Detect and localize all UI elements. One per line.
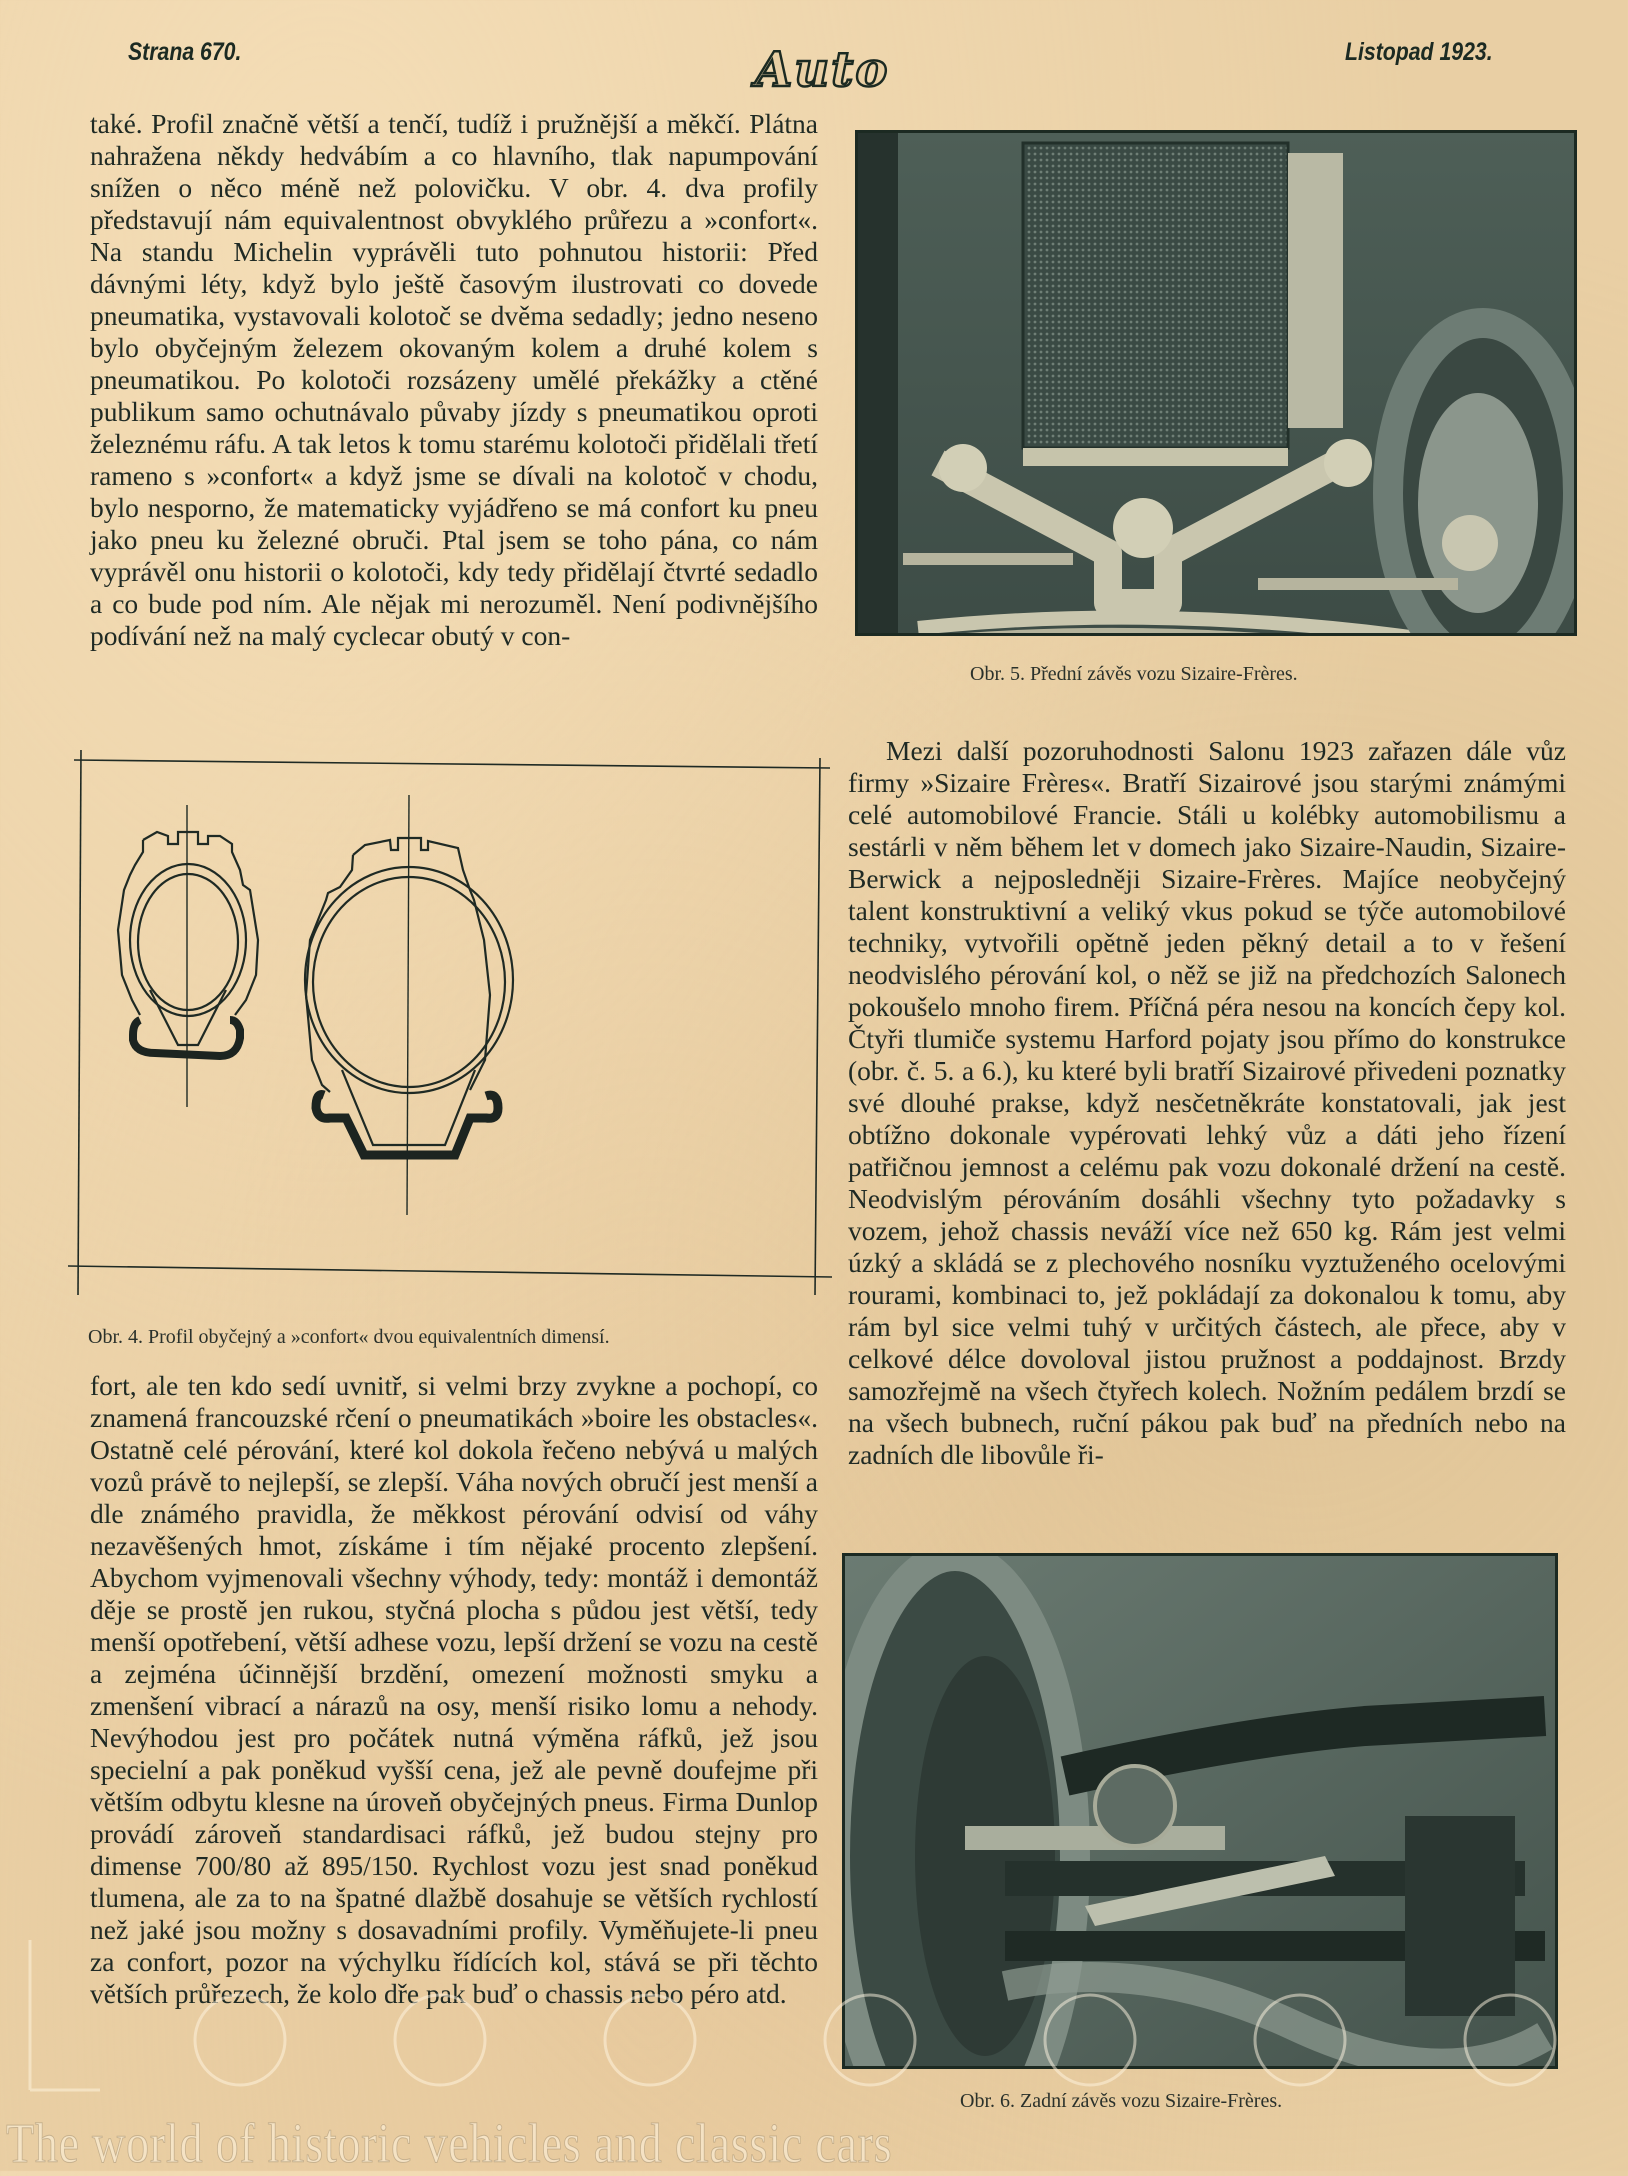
- front-suspension-photo: [858, 133, 1574, 633]
- rear-suspension-photo: [845, 1556, 1555, 2066]
- figure-5-photo: [855, 130, 1577, 636]
- confort-tire-profile: [305, 795, 513, 1215]
- paragraph: fort, ale ten kdo sedí uvnitř, si velmi brzy zvykne a pochopí, co znamená francouzské rčení o pneumatikách »boire les obstacles«. Ostatně celé pérování, které kol dokola řečeno nebývá u malých vozů právě to nejlepší, se zlepší. Váha nových obručí jest menší a dle známého pravidla, že měkkost pérování odvisí od váhy nezavěšených hmot, získáme i tím nějaké procento zlepšení. Abychom vyjmenovali všechny výhody, tedy: montáž i demontáž děje se prostě jen rukou, styčná plocha s půdou jest větší, tedy menší opotřebení, větší adhese vozu, lepší držení se vozu na cestě a zejména účinnější brzdění, omezení možnosti smyku a zmenšení vibrací a nárazů na osy, menší risiko lomu a nehody. Nevýhodou jest pro počátek nutná výměna ráfků, jež jsou specielní a pak poněkud vyšší cena, jež ale pevně doufejme při větším odbytu klesne na úroveň obyčejných pneus. Firma Dunlop provádí zároveň standardisaci ráfků, jež budou stejny pro dimense 700/80 až 895/150. Rychlost vozu jest snad poněkud tlumena, ale za to na špatné dlažbě dosahuje se větších rychlostí než jaké jsou možny s dosavadními profily. Vyměňujete-li pneu za confort, pozor na výchylku řídících kol, stává se při těchto větších průřezech, že kolo dře pak buď o chassis nebo péro atd.: [90, 1370, 818, 2009]
- article-text-left-top: [90, 108, 818, 652]
- magazine-logo: Auto: [755, 42, 890, 98]
- figure-5-caption: Obr. 5. Přední závěs vozu Sizaire-Frères.: [970, 663, 1298, 685]
- figure-4-caption: Obr. 4. Profil obyčejný a »confort« dvou equivalentních dimensí.: [88, 1326, 610, 1348]
- diagram-frame-bottom: [68, 1266, 832, 1277]
- ordinary-tire-profile: [118, 805, 258, 1107]
- diagram-frame-right: [815, 758, 820, 1295]
- issue-date: Listopad 1923.: [1345, 38, 1493, 66]
- article-text-right: [848, 735, 1566, 1471]
- watermark-tagline: The world of historic vehicles and classic cars: [6, 2113, 893, 2175]
- figure-6-caption: Obr. 6. Zadní závěs vozu Sizaire-Frères.: [960, 2090, 1283, 2112]
- paragraph: také. Profil značně větší a tenčí, tudíž i pružnější a měkčí. Plátna nahražena někdy hedvábím a co hlavního, tlak napumpování snížen o něco méně než polovičku. V obr. 4. dva profily představují nám equivalentnost obvyklého průřezu a »confort«. Na standu Michelin vyprávěli tuto pohnutou historii: Před dávnými léty, když bylo ještě časovým ilustrovati co dovede pneumatika, vystavovali kolotoč se dvěma sedadly; jedno neseno bylo obyčejným železem okovaným kolem a druhé kolem s pneumatikou. Po kolotoči rozsázeny umělé překážky a ctěné publikum samo ochutnávalo půvaby jízdy s pneumatikou oproti železnému ráfu. A tak letos k tomu starému kolotoči přidělali třetí rameno s »confort« a když jsme se dívali na kolotoč v chodu, bylo nesporno, že matematicky vyjádřeno se má confort ku pneu jako pneu ku železné obruči. Ptal jsem se toho pána, co nám vyprávěl onu historii o kolotoči, kdy tedy přidělají čtvrté sedadlo a co bude pod ním. Ale nějak mi nerozuměl. Není podivnějšího podívání než na malý cyclecar obutý v con-: [90, 108, 818, 651]
- diagram-frame-top: [74, 760, 830, 768]
- diagram-frame-left: [78, 750, 81, 1295]
- page-number: Strana 670.: [128, 38, 242, 66]
- paragraph: Mezi další pozoruhodnosti Salonu 1923 zařazen dále vůz firmy »Sizaire Frères«. Bratří Sizairové jsou starými známými celé automobilové Francie. Stáli u kolébky automobilismu a sestárli v něm během let v domech jako Sizaire-Naudin, Sizaire-Berwick a nejposledněji Sizaire-Frères. Majíce neobyčejný talent konstruktivní a veliký vkus pokud se týče automobilové techniky, vytvořili opětně jeden pěkný detail a to v řešení neodvislého pérování kol, o něž se již na předchozích Salonech pokoušelo mnoho firem. Příčná péra nesou na koncích čepy kol. Čtyři tlumiče systemu Harford pojaty jsou přímo do konstrukce (obr. č. 5. a 6.), ku které byli bratří Sizairové přivedeni poznatky své dlouhé prakse, když nesčetněkráte konstatovali, jak jest obtížno dokonale vypérovati lehký vůz a dáti jeho řízení patřičnou jemnost a celému pak vozu dokonalé držení na cestě. Neodvislým pérováním dosáhli všechny tyto požadavky s vozem, jehož chassis neváží více než 650 kg. Rám jest velmi úzký a skládá se z plechového nosníku vyztuženého ocelovými rourami, kombinaci to, jež pokládají za dokonalou k tomu, aby rám byl sice velmi tuhý v určitých částech, ale přece, aby v celkové délce dovoloval jistou pružnost a poddajnost. Brzdy samozřejmě na všech čtyřech kolech. Nožním pedálem brzdí se na všech bubnech, ruční pákou pak buď na předních nebo na zadních dle libovůle ři-: [848, 735, 1566, 1470]
- article-text-left-bottom: [90, 1370, 818, 2010]
- figure-6-photo: [842, 1553, 1558, 2069]
- figure-4-tire-profile-diagram: [60, 740, 840, 1310]
